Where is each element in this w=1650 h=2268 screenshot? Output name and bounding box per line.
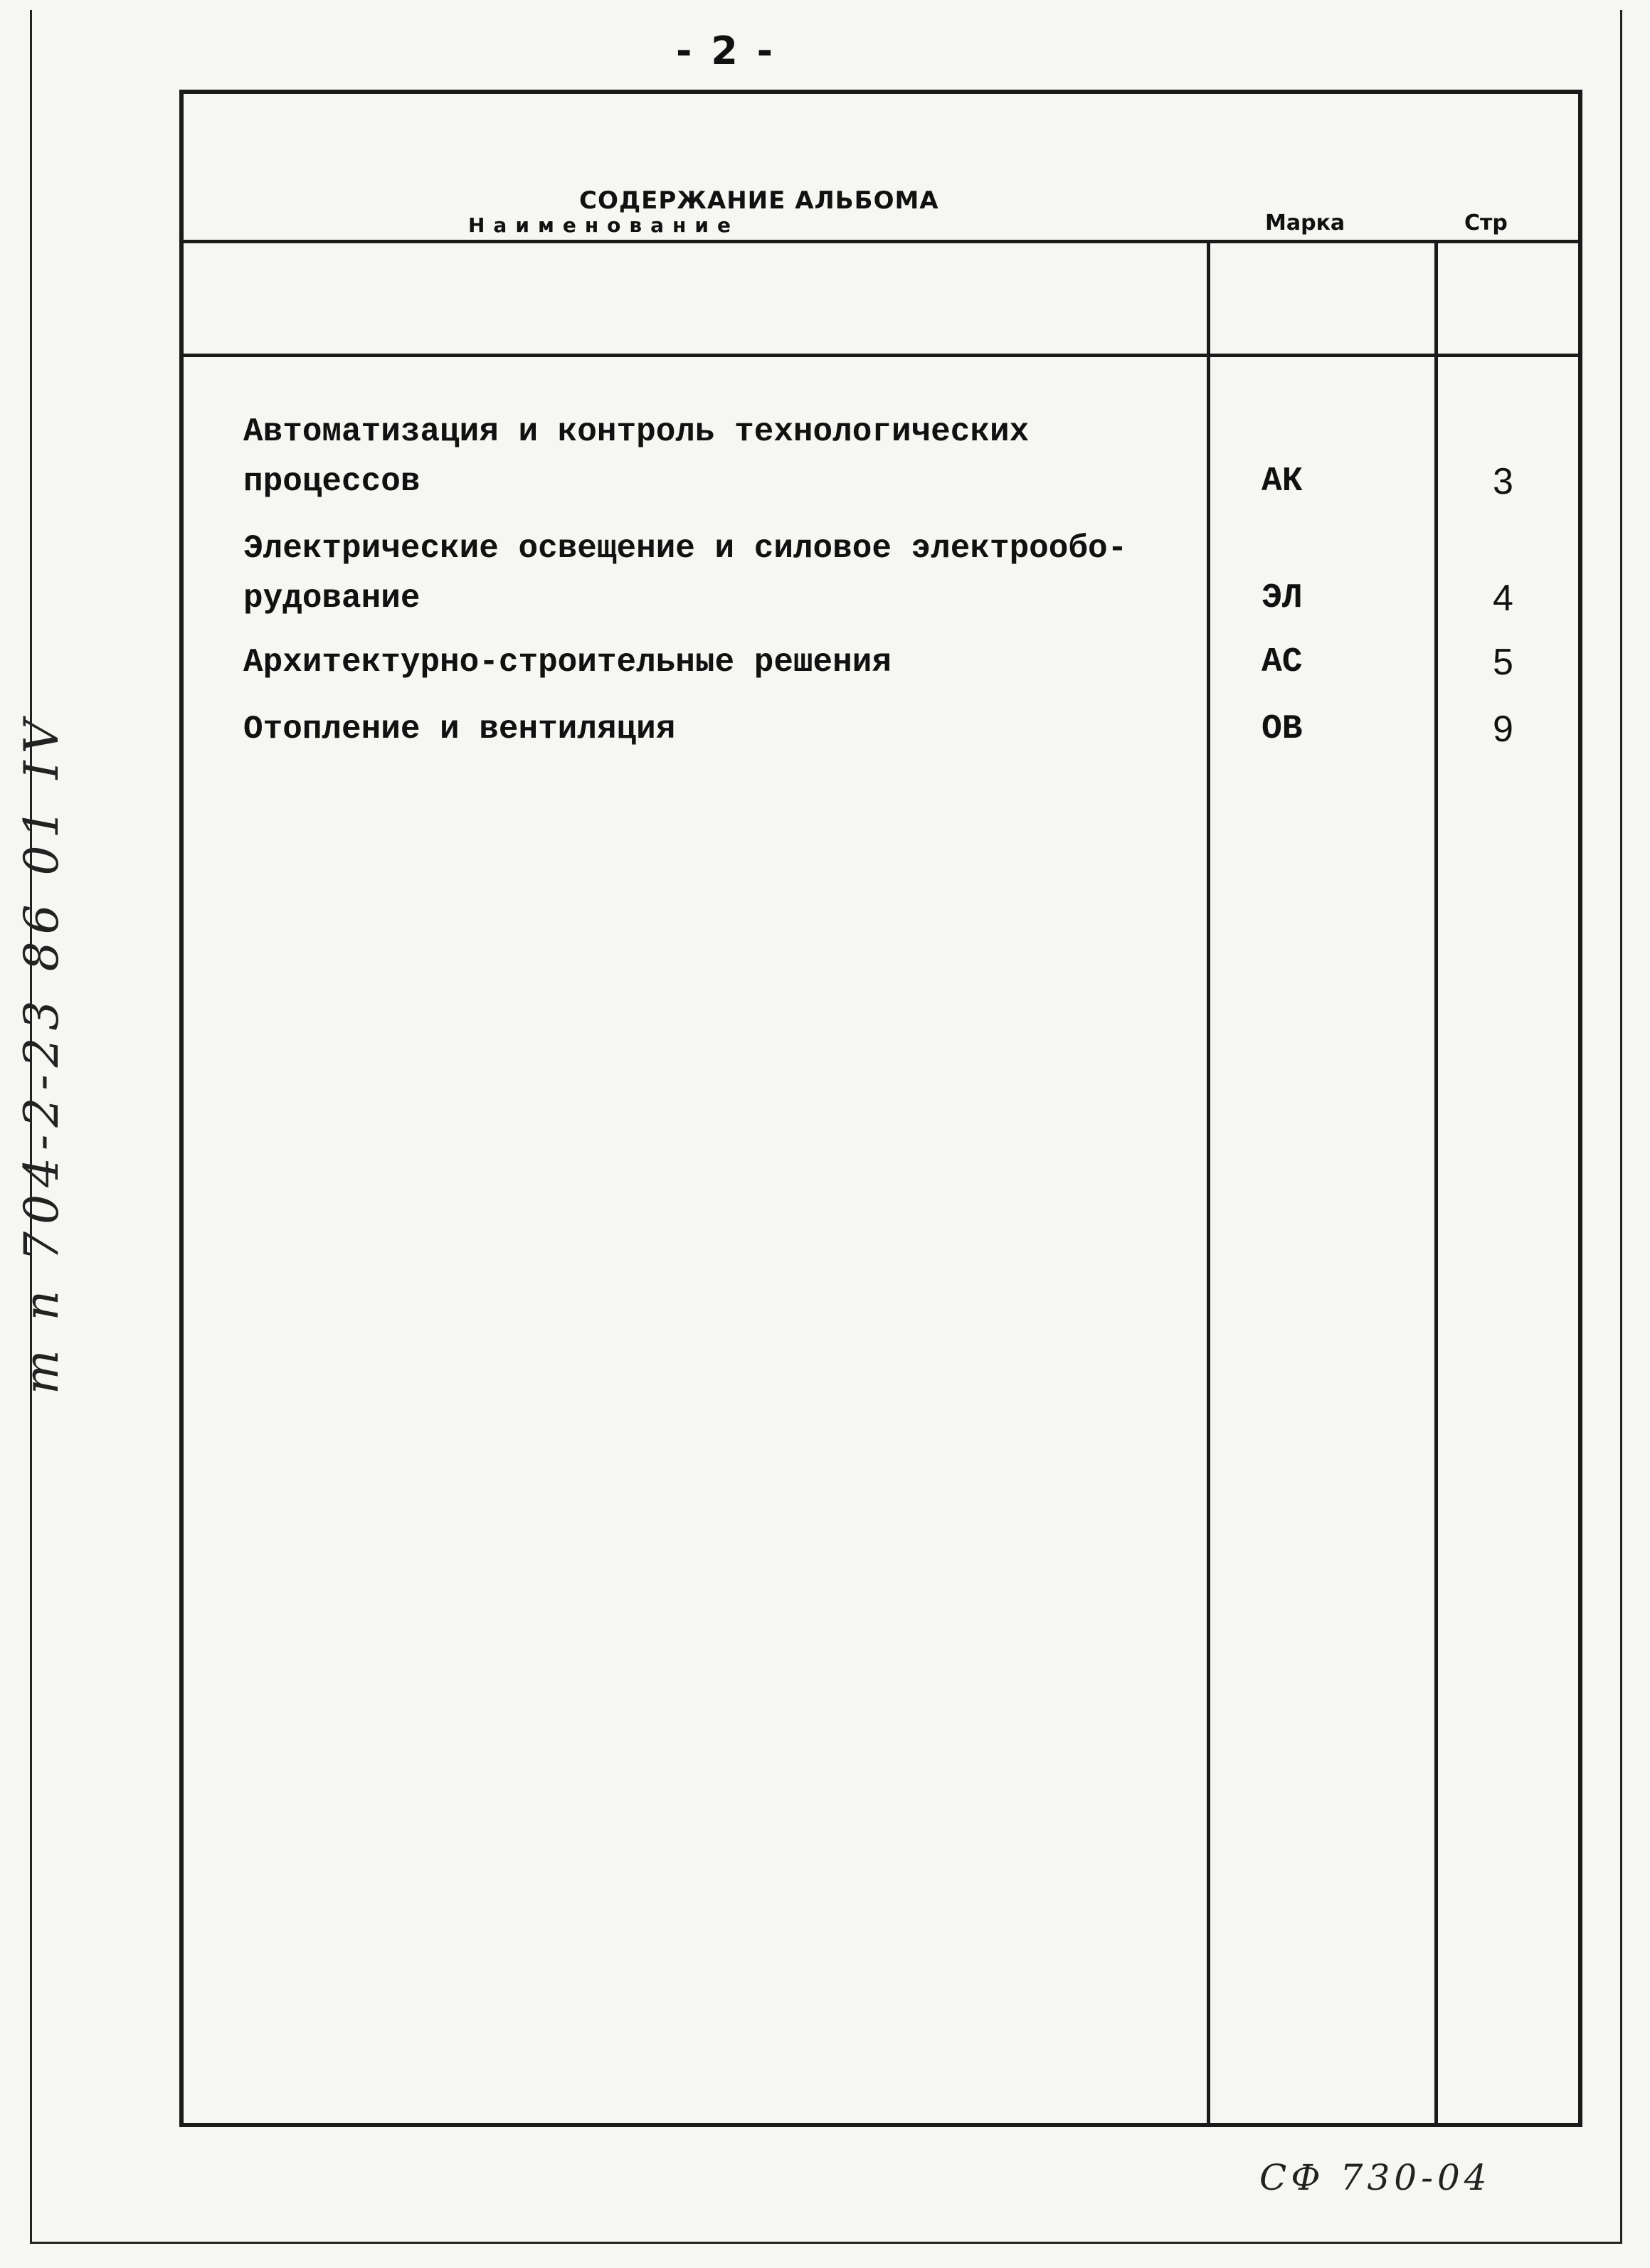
side-stamp-handwritten: т п 704-2-23 86 01 IV [14, 712, 69, 1394]
column-divider-mark [1207, 243, 1210, 2123]
row-page: 9 [1493, 709, 1513, 750]
row-mark: ЭЛ [1262, 579, 1303, 618]
row-page: 5 [1493, 642, 1513, 683]
album-title: СОДЕРЖАНИЕ АЛЬБОМА [579, 186, 939, 215]
row-name: Отопление и вентиляция [243, 711, 676, 748]
row-name: Архитектурно-строительные решения [243, 644, 892, 681]
footer-code-handwritten: СФ 730-04 [1259, 2157, 1491, 2198]
table-header-row [184, 243, 1578, 357]
header-mark: Марка [1265, 211, 1345, 235]
page-number: - 2 - [676, 28, 776, 73]
row-page: 3 [1493, 461, 1513, 502]
album-title-cell [184, 94, 1578, 243]
row-page: 4 [1493, 578, 1513, 619]
row-mark: ОВ [1262, 710, 1303, 748]
header-name: Наименование [468, 213, 739, 237]
contents-frame [179, 90, 1582, 2127]
row-name: Электрические освещение и силовое электрообо- рудование [243, 530, 1128, 617]
row-mark: АК [1262, 462, 1303, 501]
column-divider-page [1434, 243, 1438, 2123]
row-name: Автоматизация и контроль технологических процессов [243, 413, 1030, 500]
header-page: Стр [1464, 211, 1508, 235]
row-mark: АС [1262, 643, 1303, 682]
